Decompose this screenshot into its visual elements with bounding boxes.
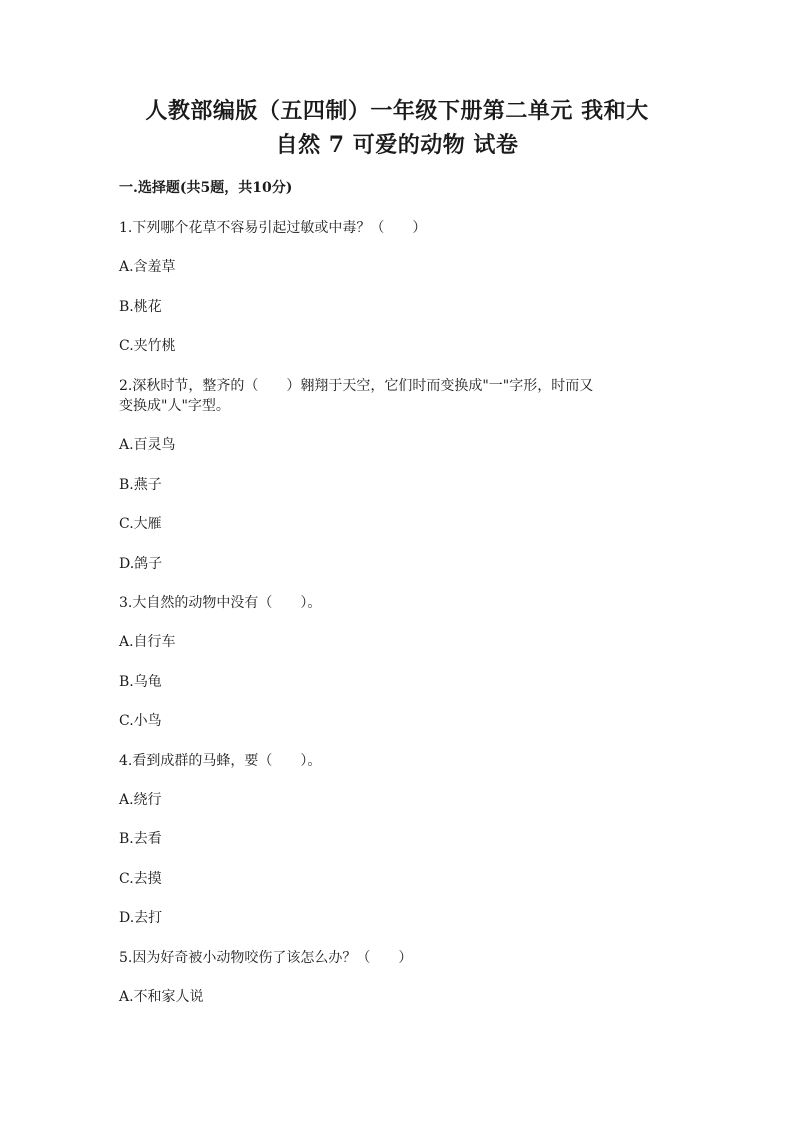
question-4-stem: 4.看到成群的马蜂，要（ ）。 [119, 753, 322, 769]
title-line-2: 自然 7 可爱的动物 试卷 [275, 132, 519, 158]
question-2-option-d: D.鸽子 [119, 556, 163, 572]
question-2-stem [119, 376, 669, 416]
question-4-option-a: A.绕行 [119, 792, 162, 808]
question-2-stem-line-2: 变换成"人"字型。 [119, 398, 230, 414]
question-2-stem-line-1: 2.深秋时节，整齐的（ ）翱翔于天空，它们时而变换成"一"字形，时而又 [119, 378, 594, 394]
question-3-option-a: A.自行车 [119, 634, 176, 650]
question-5-stem: 5.因为好奇被小动物咬伤了该怎么办？（ ） [119, 950, 413, 966]
question-1-stem: 1.下列哪个花草不容易引起过敏或中毒？（ ） [119, 220, 427, 236]
question-1-option-b: B.桃花 [119, 299, 162, 315]
question-4-option-d: D.去打 [119, 910, 163, 926]
question-1-option-c: C.夹竹桃 [119, 338, 176, 354]
question-5-option-a: A.不和家人说 [119, 989, 204, 1005]
question-2-option-c: C.大雁 [119, 516, 162, 532]
question-3-option-b: B.乌龟 [119, 674, 162, 690]
title-line-1: 人教部编版（五四制）一年级下册第二单元 我和大 [145, 98, 649, 124]
question-3-option-c: C.小鸟 [119, 713, 162, 729]
question-1-option-a: A.含羞草 [119, 259, 176, 275]
document-title [118, 94, 676, 162]
question-4-option-c: C.去摸 [119, 871, 162, 887]
question-2-option-b: B.燕子 [119, 477, 162, 493]
question-3-stem: 3.大自然的动物中没有（ ）。 [119, 595, 322, 611]
section-heading: 一.选择题(共5题，共10分) [119, 180, 293, 196]
question-2-option-a: A.百灵鸟 [119, 437, 176, 453]
question-4-option-b: B.去看 [119, 831, 162, 847]
